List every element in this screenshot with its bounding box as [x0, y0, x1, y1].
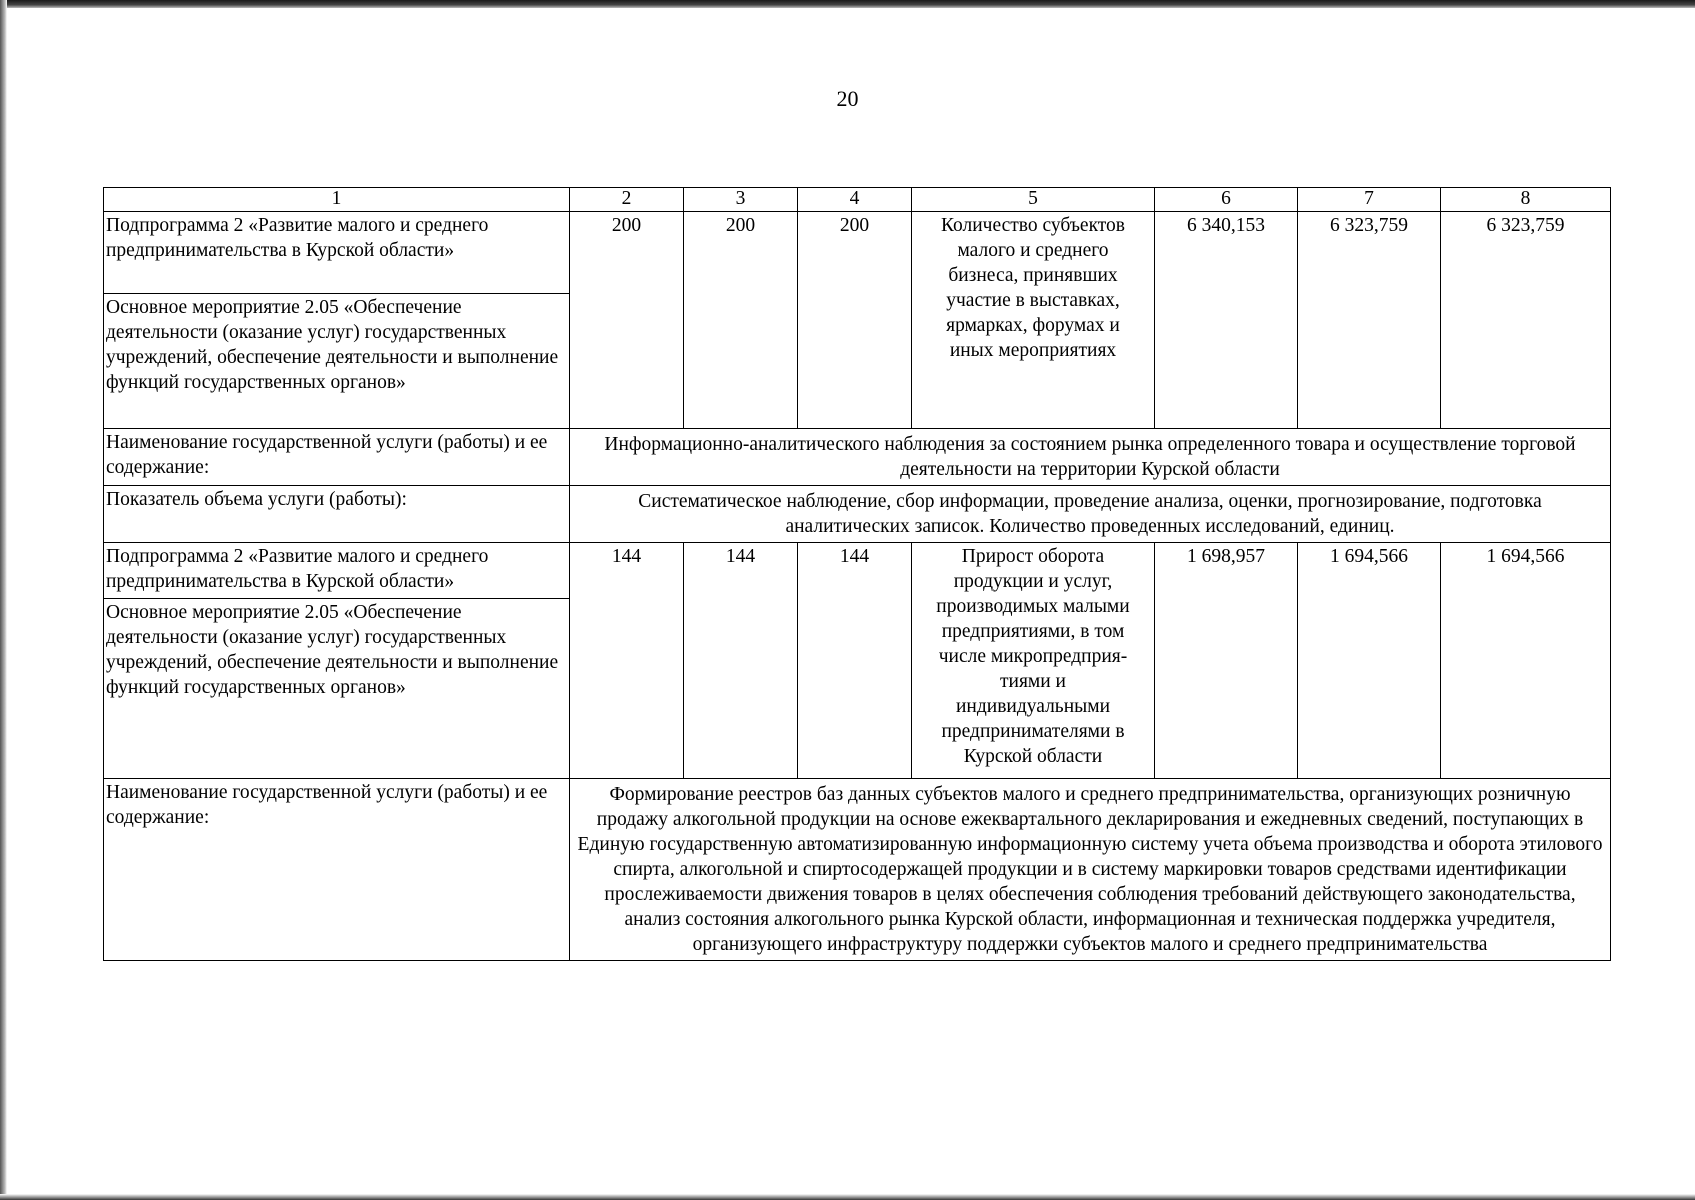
table-row: [104, 779, 1611, 961]
header-cell: 3: [684, 188, 798, 212]
value-cell-col8: 1 694,566: [1441, 543, 1611, 779]
indicator-cell: Количество субъектов малого и среднего бизнеса, принявших участие в выставках, ярмарках, форумах и иных мероприятиях: [912, 212, 1155, 429]
scan-edge-bottom: [0, 1194, 1695, 1200]
subprogram-cell: Подпрограмма 2 «Развитие малого и среднего предпринимательства в Курской области»: [104, 543, 570, 599]
value-cell-col2: 144: [570, 543, 684, 779]
value-cell-col3: 200: [684, 212, 798, 429]
header-cell: 8: [1441, 188, 1611, 212]
header-cell: 4: [798, 188, 912, 212]
table-header-row: [104, 188, 1611, 212]
value-cell-col3: 144: [684, 543, 798, 779]
table-row: [104, 543, 1611, 599]
table-row: [104, 429, 1611, 486]
value-cell-col6: 1 698,957: [1155, 543, 1298, 779]
header-cell: 7: [1298, 188, 1441, 212]
header-cell: 1: [104, 188, 570, 212]
value-cell-col4: 144: [798, 543, 912, 779]
table-row: [104, 212, 1611, 294]
value-cell-col7: 1 694,566: [1298, 543, 1441, 779]
header-cell: 2: [570, 188, 684, 212]
page-number: 20: [836, 86, 859, 111]
service-text-cell: Информационно-аналитического наблюдения за состоянием рынка определенного товара и осуществление торговой деятельности на территории Курской области: [570, 429, 1611, 486]
table-row: [104, 486, 1611, 543]
service-label-cell: Наименование государственной услуги (работы) и ее содержание:: [104, 779, 570, 961]
volume-text-cell: Систематическое наблюдение, сбор информации, проведение анализа, оценки, прогнозирование, подготовка аналитических записок. Количество проведенных исследований, единиц.: [570, 486, 1611, 543]
service-label-cell: Наименование государственной услуги (работы) и ее содержание:: [104, 429, 570, 486]
header-cell: 5: [912, 188, 1155, 212]
scan-edge-top: [0, 0, 1695, 8]
volume-label-cell: Показатель объема услуги (работы):: [104, 486, 570, 543]
activity-cell: Основное мероприятие 2.05 «Обеспечение деятельности (оказание услуг) государственных учреждений, обеспечение деятельности и выполнение функций государственных органов»: [104, 294, 570, 429]
value-cell-col7: 6 323,759: [1298, 212, 1441, 429]
program-table: [103, 187, 1611, 961]
value-cell-col8: 6 323,759: [1441, 212, 1611, 429]
scan-edge-left: [0, 0, 7, 1200]
value-cell-col2: 200: [570, 212, 684, 429]
activity-cell: Основное мероприятие 2.05 «Обеспечение деятельности (оказание услуг) государственных учреждений, обеспечение деятельности и выполнение функций государственных органов»: [104, 599, 570, 779]
value-cell-col4: 200: [798, 212, 912, 429]
indicator-cell: Прирост оборота продукции и услуг, производимых малыми предприятиями, в том числе микропредприя-тиями и индивидуальными предпринимателями в Курской области: [912, 543, 1155, 779]
subprogram-cell: Подпрограмма 2 «Развитие малого и среднего предпринимательства в Курской области»: [104, 212, 570, 294]
header-cell: 6: [1155, 188, 1298, 212]
value-cell-col6: 6 340,153: [1155, 212, 1298, 429]
service-text-cell: Формирование реестров баз данных субъектов малого и среднего предпринимательства, организующих розничную продажу алкогольной продукции на основе ежеквартального декларирования и ежедневных сведений, поступающих в Единую государственную автоматизированную информационную систему учета объема производства и оборота этилового спирта, алкогольной и спиртосодержащей продукции и в систему маркировки товаров средствами идентификации прослеживаемости движения товаров в целях обеспечения соблюдения требований действующего законодательства, анализ состояния алкогольного рынка Курской области, информационная и техническая поддержка учредителя, организующего инфраструктуру поддержки субъектов малого и среднего предпринимательства: [570, 779, 1611, 961]
